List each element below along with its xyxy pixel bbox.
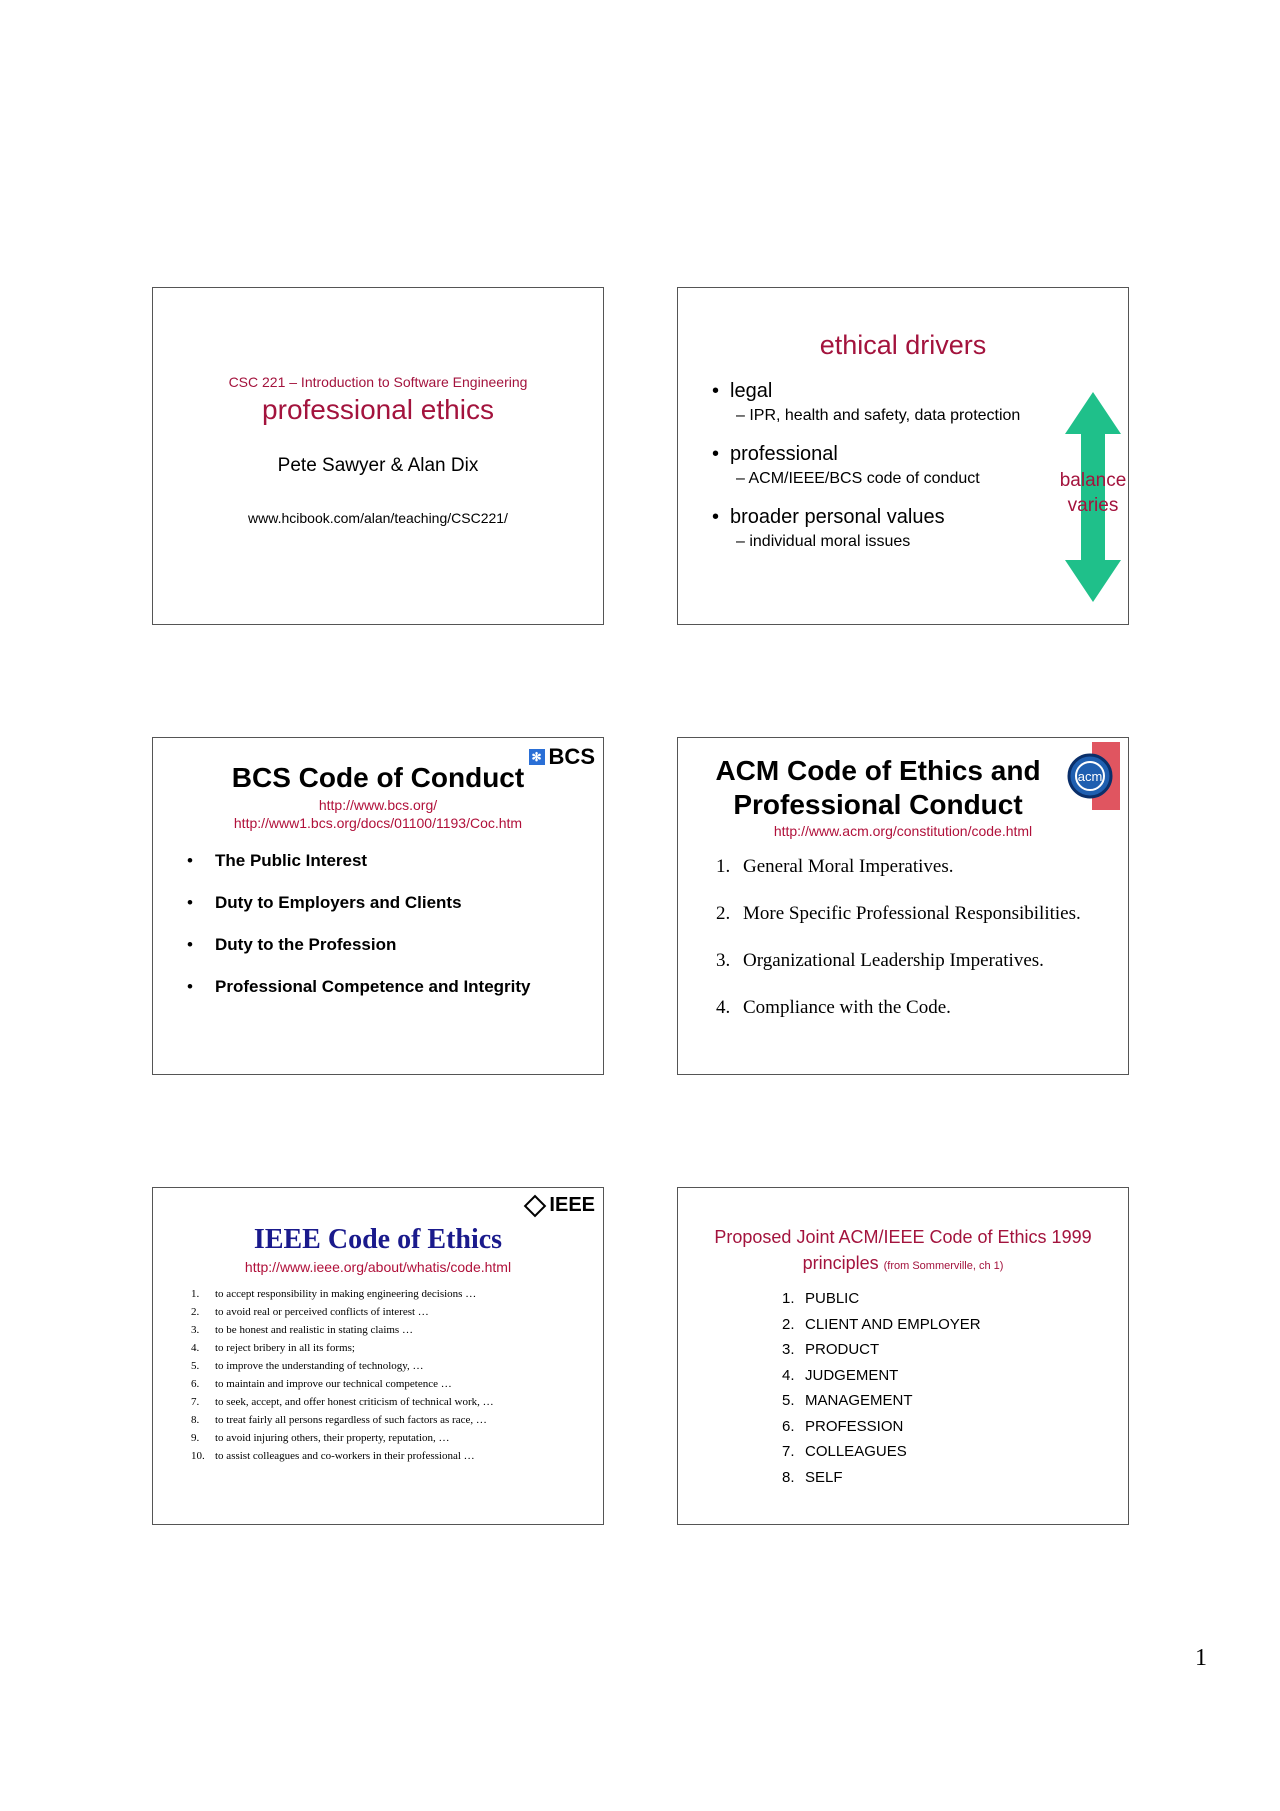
slide-heading: ACM Code of Ethics and Professional Conduct — [715, 755, 1041, 820]
list-item: 6. PROFESSION — [782, 1417, 904, 1435]
list-item: 1. PUBLIC — [782, 1290, 860, 1307]
slide-joint-code — [677, 1187, 1129, 1525]
slide-heading: ethical drivers — [819, 330, 987, 360]
list-item: 10. to assist colleagues and co-workers in their professional … — [191, 1450, 475, 1462]
slide-acm — [677, 737, 1129, 1075]
svg-text:acm: acm — [1077, 769, 1103, 784]
slide-ieee — [152, 1187, 604, 1525]
list-item: 1. General Moral Imperatives. — [716, 856, 954, 877]
list-item: • Duty to Employers and Clients — [187, 893, 462, 912]
acm-list — [716, 856, 1081, 1044]
list-item: 7. COLLEAGUES — [782, 1443, 907, 1460]
list-subitem: – IPR, health and safety, data protection — [736, 407, 1021, 424]
bcs-logo: ✻ BCS — [529, 744, 595, 770]
list-item: 2. CLIENT AND EMPLOYER — [782, 1315, 981, 1333]
list-item: 4. to reject bribery in all its forms; — [191, 1342, 355, 1354]
drivers-list — [712, 380, 1020, 569]
list-item: 1. to accept responsibility in making engineering decisions … — [191, 1288, 477, 1300]
list-item: • Professional Competence and Integrity — [187, 977, 531, 996]
course-name: CSC 221 – Introduction to Software Engineering — [228, 374, 528, 390]
list-item: 2. More Specific Professional Responsibilities. — [716, 903, 1081, 924]
list-item: • Duty to the Profession — [187, 935, 397, 954]
bcs-link[interactable]: http://www.bcs.org/ — [318, 797, 438, 813]
bcs-logo-icon: ✻ — [529, 749, 545, 765]
list-item: 2. to avoid real or perceived conflicts of interest … — [191, 1306, 429, 1318]
slide-heading: IEEE Code of Ethics — [253, 1224, 503, 1255]
list-subitem: – ACM/IEEE/BCS code of conduct — [736, 470, 980, 487]
list-item: 6. to maintain and improve our technical competence … — [191, 1378, 452, 1390]
list-item: • broader personal values – individual moral issues — [712, 506, 1020, 551]
slide-heading: Proposed Joint ACM/IEEE Code of Ethics 1999 principles (from Sommerville, ch 1) — [714, 1227, 1092, 1273]
balance-label: balance varies — [1059, 470, 1127, 516]
list-item: • The Public Interest — [187, 851, 368, 870]
list-subitem: – individual moral issues — [736, 533, 911, 550]
list-item: 7. to seek, accept, and offer honest criticism of technical work, … — [191, 1396, 494, 1408]
list-item: 3. PRODUCT — [782, 1341, 880, 1358]
list-item: 3. to be honest and realistic in stating claims … — [191, 1324, 413, 1336]
list-item: 5. MANAGEMENT — [782, 1392, 913, 1409]
slide-title — [152, 287, 604, 625]
principles-list — [782, 1290, 981, 1494]
course-url: www.hcibook.com/alan/teaching/CSC221/ — [248, 510, 508, 526]
list-item: • professional – ACM/IEEE/BCS code of conduct — [712, 443, 1020, 488]
list-item: 9. to avoid injuring others, their property, reputation, … — [191, 1432, 450, 1444]
acm-link[interactable]: http://www.acm.org/constitution/code.html — [773, 823, 1033, 839]
bcs-code-link[interactable]: http://www1.bcs.org/docs/01100/1193/Coc.htm — [233, 815, 523, 831]
ieee-diamond-icon — [524, 1194, 547, 1217]
slide-bcs — [152, 737, 604, 1075]
list-item: 4. JUDGEMENT — [782, 1366, 899, 1384]
bcs-list — [187, 851, 531, 1019]
list-item: 5. to improve the understanding of technology, … — [191, 1360, 424, 1372]
source-note: (from Sommerville, ch 1) — [883, 1260, 1004, 1272]
ieee-list — [191, 1288, 494, 1468]
list-item: 8. to treat fairly all persons regardless of such factors as race, … — [191, 1414, 487, 1426]
slide-title-heading: professional ethics — [262, 394, 494, 425]
authors: Pete Sawyer & Alan Dix — [277, 455, 479, 476]
slide-ethical-drivers — [677, 287, 1129, 625]
list-item: 3. Organizational Leadership Imperatives. — [716, 950, 1044, 971]
slide-heading: BCS Code of Conduct — [231, 762, 525, 793]
ieee-link[interactable]: http://www.ieee.org/about/whatis/code.html — [244, 1259, 512, 1275]
list-item: • legal – IPR, health and safety, data protection — [712, 380, 1021, 424]
page-number: 1 — [1195, 1645, 1207, 1671]
list-item: 4. Compliance with the Code. — [716, 997, 951, 1018]
list-item: 8. SELF — [782, 1468, 843, 1486]
ieee-logo: IEEE — [527, 1194, 595, 1217]
